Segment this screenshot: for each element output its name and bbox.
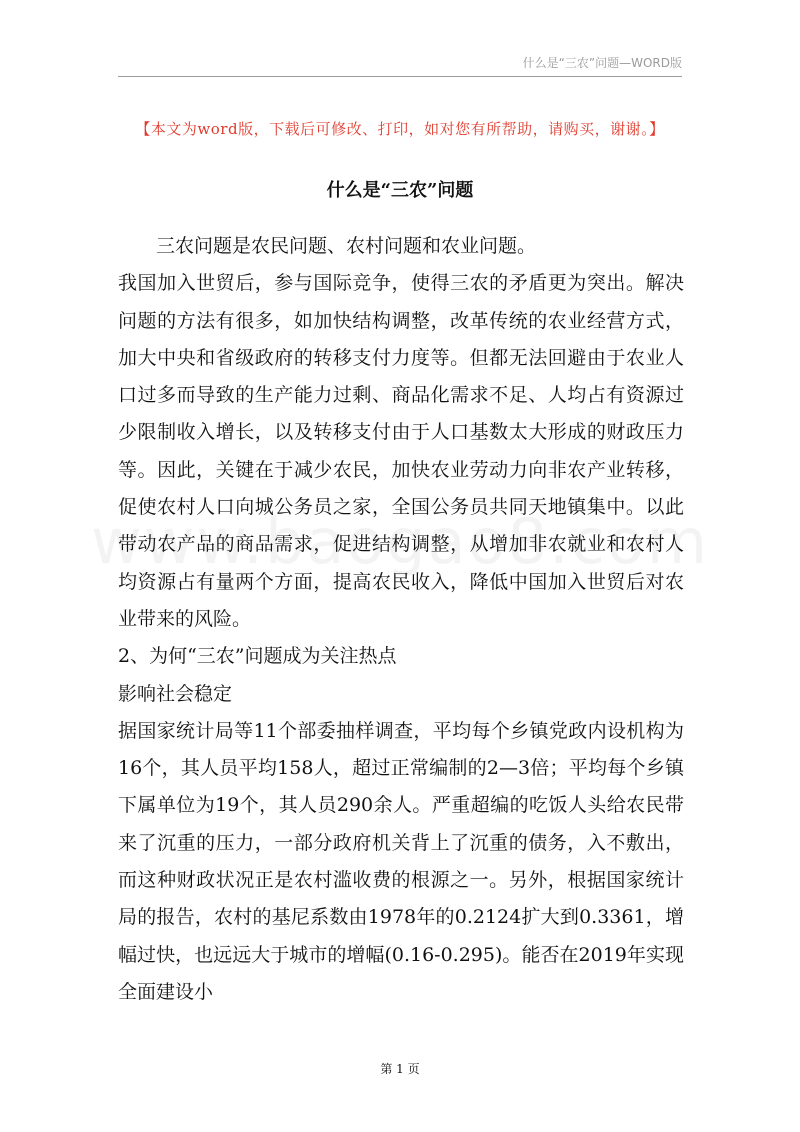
download-notice: 【本文为word版，下载后可修改、打印，如对您有所帮助，请购买，谢谢。】 xyxy=(135,120,665,138)
section-heading: 2、为何“三农”问题成为关注热点 xyxy=(118,645,397,668)
subheading: 影响社会稳定 xyxy=(118,682,233,705)
page-header: 什么是“三农”问题—WORD版 xyxy=(522,56,682,70)
header-divider xyxy=(118,76,682,77)
page-number: 第 1 页 xyxy=(380,1062,420,1076)
document-title: 什么是“三农”问题 xyxy=(326,180,474,201)
document-body xyxy=(118,228,684,1011)
paragraph-statistics: 据国家统计局等11个部委抽样调查，平均每个乡镇党政内设机构为16个，其人员平均158人，超过正常编制的2—3倍；平均每个乡镇下属单位为19个，其人员290余人。严重超编的吃饭人头给农民带来了沉重的压力，一部分政府机关背上了沉重的债务，入不敷出，而这种财政状况正是农村滥收费的根源之一。另外，根据国家统计局的报告，农村的基尼系数由1978年的0.2124扩大到0.3361，增幅过快，也远远大于城市的增幅(0.16-0.295)。能否在2019年实现全面建设小 xyxy=(118,719,684,1003)
paragraph-intro: 三农问题是农民问题、农村问题和农业问题。 xyxy=(156,235,537,257)
paragraph-wto: 我国加入世贸后，参与国际竞争，使得三农的矛盾更为突出。解决问题的方法有很多，如加快结构调整，改革传统的农业经营方式，加大中央和省级政府的转移支付力度等。但都无法回避由于农业人口过多而导致的生产能力过剩、商品化需求不足、人均占有资源过少限制收入增长，以及转移支付由于人口基数太大形成的财政压力等。因此，关键在于减少农民，加快农业劳动力向非农产业转移，促使农村人口向城公务员之家，全国公务员共同天地镇集中。以此带动农产品的商品需求，促进结构调整，从增加非农就业和农村人均资源占有量两个方面，提高农民收入，降低中国加入世贸后对农业带来的风险。 xyxy=(118,272,684,630)
